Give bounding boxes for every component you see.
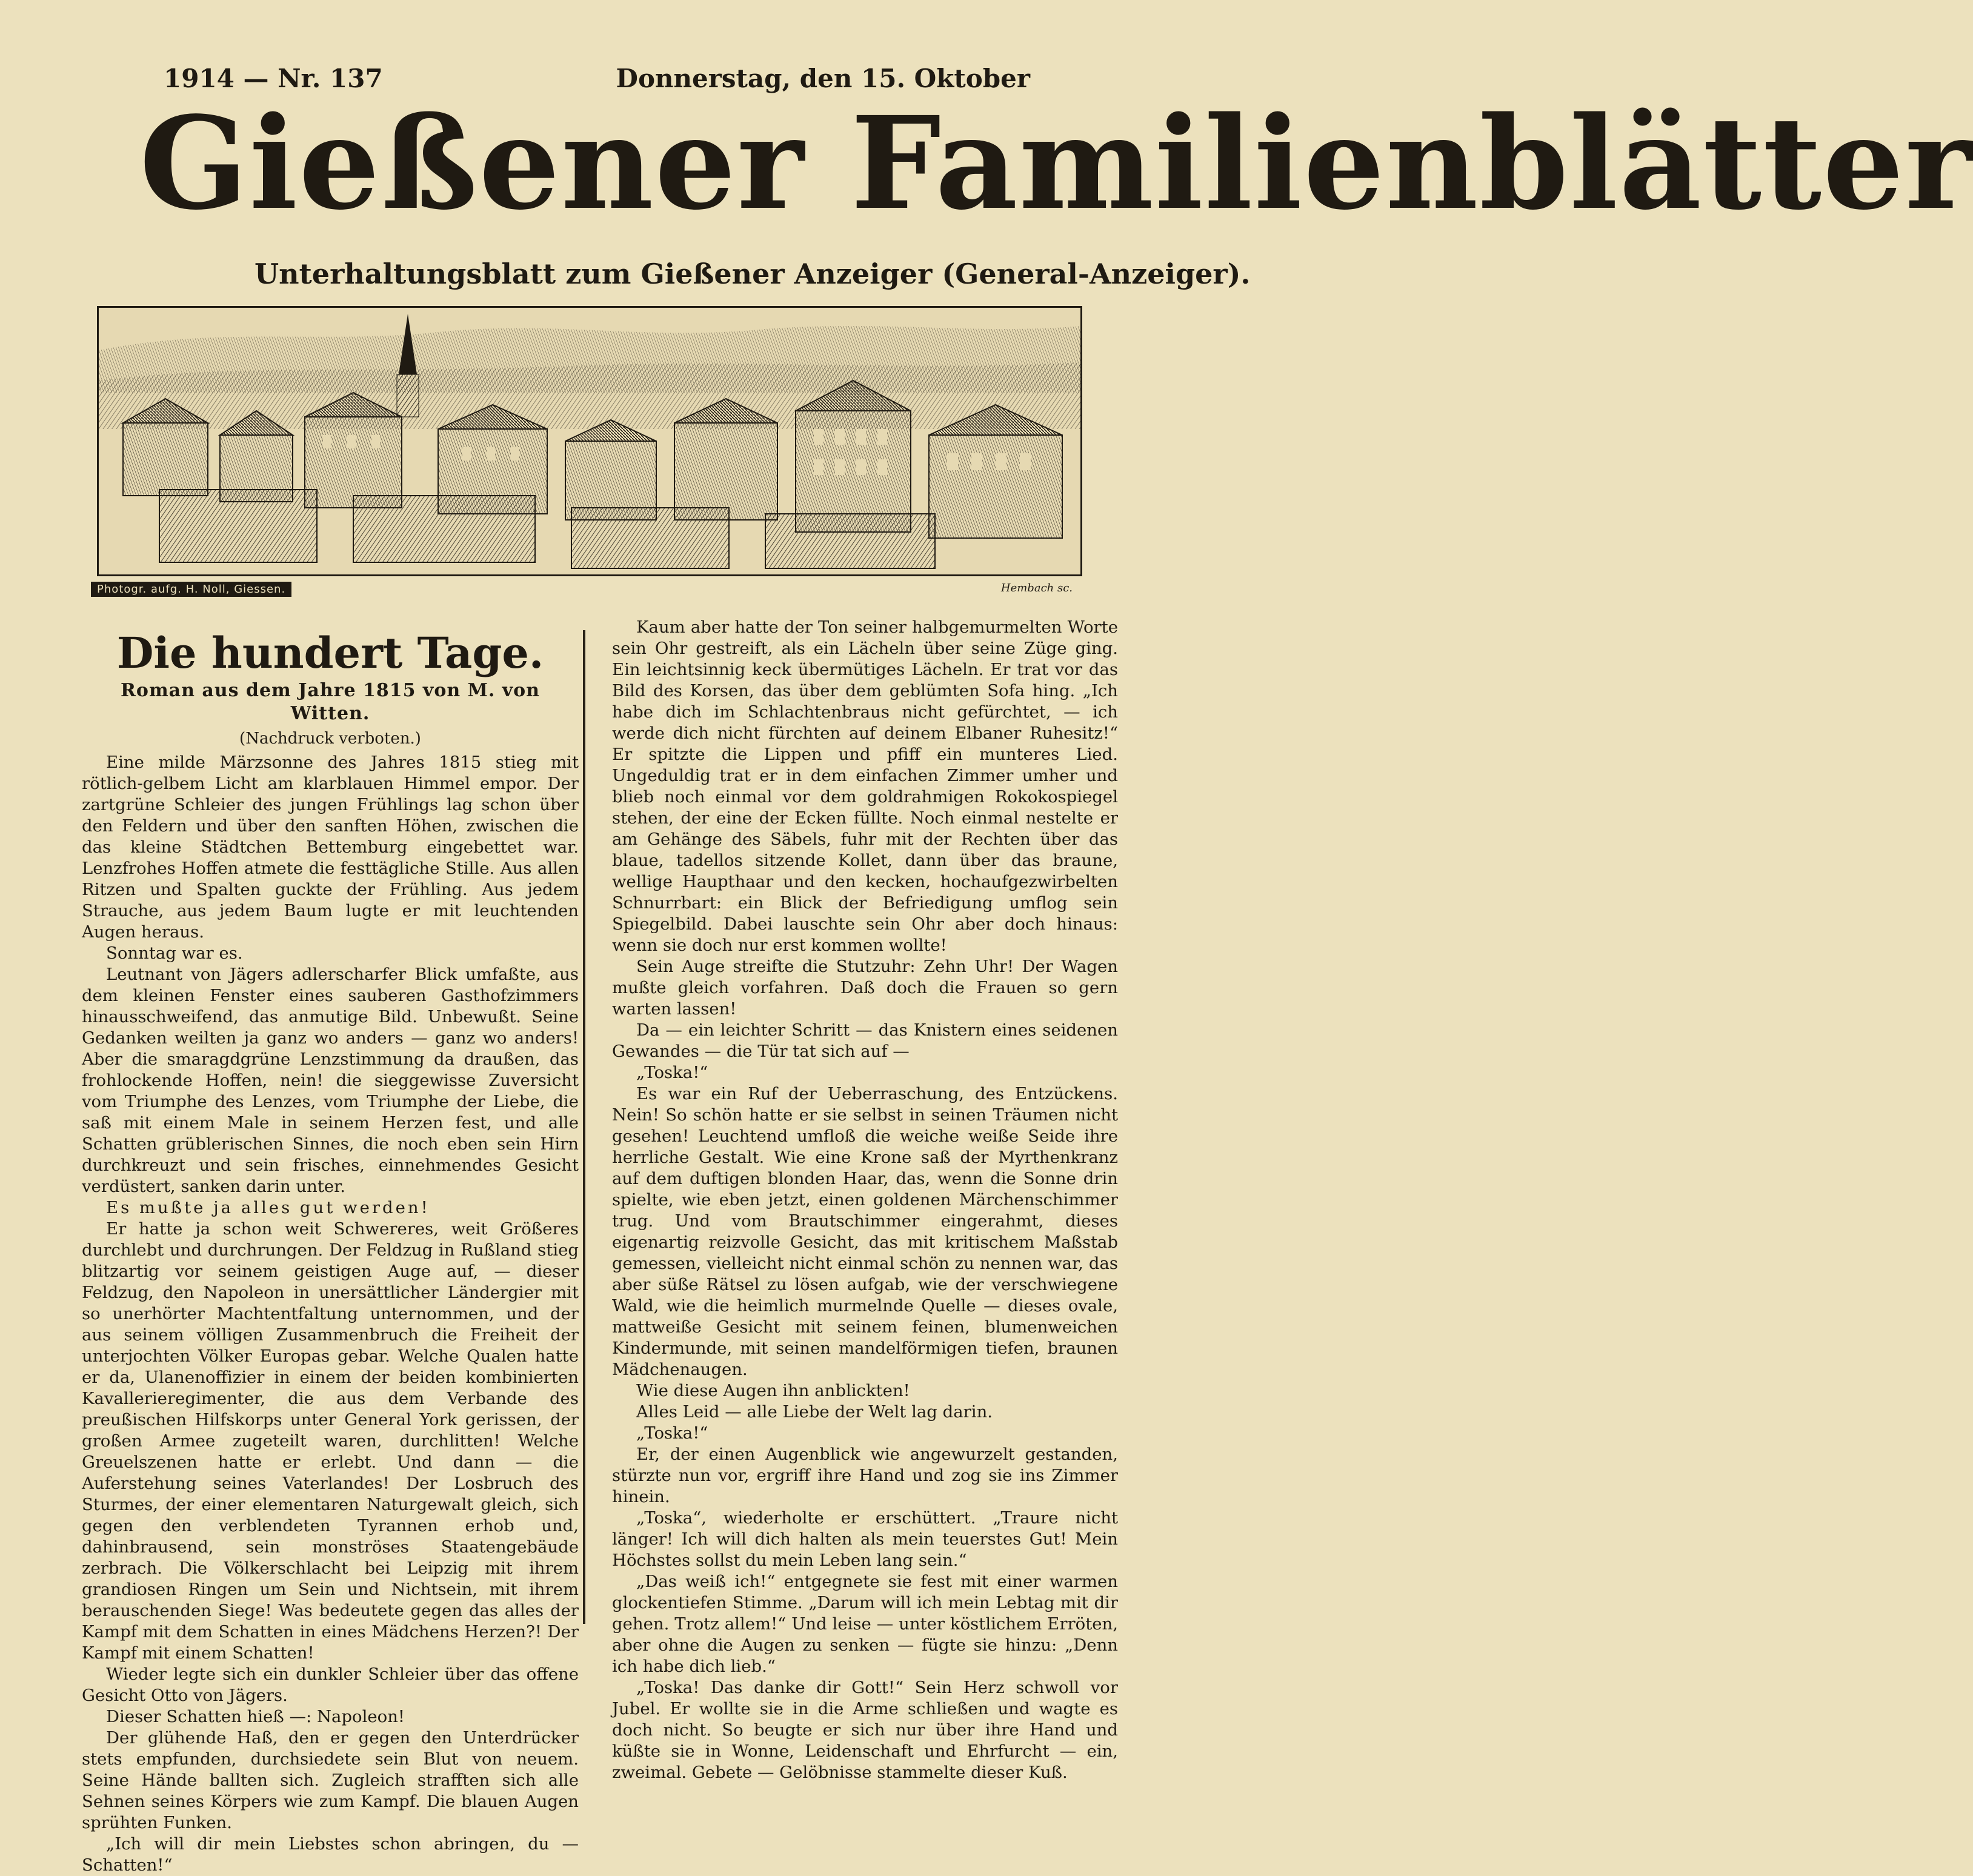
paragraph: Da — ein leichter Schritt — das Knistern eines seidenen Gewandes — die Tür tat sich auf — <box>612 1020 1118 1061</box>
article-byline: Roman aus dem Jahre 1815 von M. von Witten. <box>121 680 540 724</box>
engraver-mark: Hembach sc. <box>1000 582 1073 594</box>
paragraph: Wieder legte sich ein dunkler Schleier über das offene Gesicht Otto von Jägers. <box>82 1665 579 1705</box>
paragraph: Kaum aber hatte der Ton seiner halbgemurmelten Worte sein Ohr gestreift, als ein Lächeln über seine Züge ging. Ein leichtsinnig keck übermütiges Lächeln. Er trat vor das Bild des Korsen, das über dem geblümten Sofa hing. „Ich habe dich im Schlachtenbraus nicht gefürchtet, — ich werde dich nicht fürchten auf deinem Elbaner Ruhesitz!“ Er spitzte die Lippen und pfiff ein munteres Lied. Ungeduldig trat er in dem einfachen Zimmer umher und blieb noch einmal vor dem goldrahmigen Rokokospiegel stehen, der eine der Ecken füllte. Noch einmal nestelte er am Gehänge des Säbels, fuhr mit der Rechten über das blaue, tadellos sitzende Kollet, dann über das braune, wellige Haupthaar und den kecken, hochaufgezwirbelten Schnurrbart: ein Blick der Befriedigung umflog sein Spiegelbild. Dabei lauschte sein Ohr aber doch hinaus: wenn sie doch nur erst kommen wollte! <box>612 617 1118 955</box>
paragraph: Alles Leid — alle Liebe der Welt lag darin. <box>636 1402 993 1422</box>
paragraph: „Das weiß ich!“ entgegnete sie fest mit einer warmen glockentiefen Stimme. „Darum will ich mein Lebtag mit dir gehen. Trotz allem!“ Und leise — unter köstlichem Erröten, aber ohne die Augen zu senken — fügte sie hinzu: „Denn ich habe dich lieb.“ <box>612 1572 1118 1676</box>
article-column-left <box>82 618 579 1876</box>
paragraph: Leutnant von Jägers adlerscharfer Blick umfaßte, aus dem kleinen Fenster eines sauberen Gasthofzimmers hinausschweifend, das anmutige Bild. Unbewußt. Seine Gedanken weilten ja ganz wo anders — ganz wo anders! Aber die smaragdgrüne Lenzstimmung da draußen, das frohlockende Hoffen, nein! die sieggewisse Zuversicht vom Triumphe des Lenzes, vom Triumphe der Liebe, die saß mit einem Male in seinem Herzen fest, und alle Schatten grüblerischen Sinnes, die noch eben sein Hirn durchkreuzt und sein frisches, einnehmendes Gesicht verdüstert, sanken darin unter. <box>82 965 579 1196</box>
newspaper-title: Gießener Familienblätter <box>139 88 1973 238</box>
paragraph: Sonntag war es. <box>106 943 243 963</box>
paragraph: Es war ein Ruf der Ueberraschung, des Entzückens. Nein! So schön hatte er sie selbst in seinen Träumen nicht gesehen! Leuchtend umfloß die weiche weiße Seide ihre herrliche Gestalt. Wie eine Krone saß der Myrthenkranz auf dem duftigen blonden Haar, das, wenn die Sonne drin spielte, wie eben jetzt, einen goldenen Märchenschimmer trug. Und vom Brautschimmer eingerahmt, dieses eigenartig reizvolle Gesicht, das mit kritischem Maßstab gemessen, vielleicht nicht einmal schön zu nennen war, das aber süße Rätsel zu lösen aufgab, wie der verschwiegene Wald, wie die heimlich murmelnde Quelle — dieses ovale, mattweiße Gesicht mit seinem feinen, blumenweichen Kindermunde, mit seinen mandelförmigen tiefen, braunen Mädchenaugen. <box>612 1084 1118 1379</box>
article-column-right <box>612 617 1118 1783</box>
paragraph: Er, der einen Augenblick wie angewurzelt gestanden, stürzte nun vor, ergriff ihre Hand und zog sie ins Zimmer hinein. <box>612 1445 1118 1506</box>
town-engraving-icon <box>97 306 1082 576</box>
masthead <box>79 58 1973 596</box>
photo-credit: Photogr. aufg. H. Noll, Giessen. <box>91 582 291 597</box>
column-divider <box>583 630 585 1624</box>
paragraph: Wie diese Augen ihn anblickten! <box>636 1381 910 1400</box>
paragraph: „Toska“, wiederholte er erschüttert. „Traure nicht länger! Ich will dich halten als mein teuerstes Gut! Mein Höchstes sollst du mein Leben lang sein.“ <box>612 1508 1118 1570</box>
paragraph: Er hatte ja schon weit Schwereres, weit Größeres durchlebt und durchrungen. Der Feldzug in Rußland stieg blitzartig vor seinem geistigen Auge auf, — dieser Feldzug, den Napoleon in unersättlicher Ländergier mit so unerhörter Machtentfaltung unternommen, und der aus seinem völligen Zusammenbruch die Freiheit der unterjochten Völker Europas gebar. Welche Qualen hatte er da, Ulanenoffizier in einem der beiden kombinierten Kavallerieregimenter, die aus dem Verbande des preußischen Hilfskorps unter General York gerissen, der großen Armee zugeteilt waren, durchlitten! Welche Greuelszenen hatte er erlebt. Und dann — die Auferstehung seines Vaterlandes! Der Losbruch des Sturmes, der einer elementaren Naturgewalt gleich, sich gegen den verblendeten Tyrannen erhob und, dahinbrausend, sein monströses Staatengebäude zerbrach. Die Völkerschlacht bei Leipzig mit ihrem grandiosen Ringen um Sein und Nichtsein, mit ihrem berauschenden Siege! Was bedeutete gegen das alles der Kampf mit dem Schatten in eines Mädchens Herzen?! Der Kampf mit einem Schatten! <box>82 1219 579 1663</box>
issue-date: Donnerstag, den 15. Oktober <box>616 64 1030 93</box>
paragraph: „Toska! Das danke dir Gott!“ Sein Herz schwoll vor Jubel. Er wollte sie in die Arme schließen und wagte es doch nicht. So beugte er sich nur über ihre Hand und küßte sie in Wonne, Leidenschaft und Ehrfurcht — ein, zweimal. Gebete — Gelöbnisse stammelte dieser Kuß. <box>612 1678 1118 1782</box>
newspaper-subtitle: Unterhaltungsblatt zum Gießener Anzeiger (General-Anzeiger). <box>255 258 1251 290</box>
paragraph: „Toska!“ <box>636 1063 708 1082</box>
paragraph: Eine milde Märzsonne des Jahres 1815 stieg mit rötlich-gelbem Licht am klarblauen Himmel empor. Der zartgrüne Schleier des jungen Frühlings lag schon über den Feldern und über den sanften Höhen, zwischen die das kleine Städtchen Bettemburg eingebettet war. Lenzfrohes Hoffen atmete die festtägliche Stille. Aus allen Ritzen und Spalten guckte der Frühling. Aus jedem Strauche, aus jedem Baum lugte er mit leuchtenden Augen heraus. <box>82 753 579 942</box>
issue-number: 1914 — Nr. 137 <box>164 64 383 93</box>
paragraph: Der glühende Haß, den er gegen den Unterdrücker stets empfunden, durchsiedete sein Blut von neuem. Seine Hände ballten sich. Zugleich strafften sich alle Sehnen seines Körpers wie zum Kampf. Die blauen Augen sprühten Funken. <box>82 1728 579 1832</box>
paragraph: „Toska!“ <box>636 1423 708 1443</box>
paragraph: Es mußte ja alles gut werden! <box>106 1198 430 1217</box>
paragraph: Sein Auge streifte die Stutzuhr: Zehn Uhr! Der Wagen mußte gleich vorfahren. Daß doch die Frauen so gern warten lassen! <box>612 957 1118 1019</box>
paragraph: „Ich will dir mein Liebstes schon abringen, du — Schatten!“ <box>82 1834 579 1875</box>
paragraph: Dieser Schatten hieß —: Napoleon! <box>106 1707 405 1726</box>
article-title: Die hundert Tage. <box>116 628 544 678</box>
reprint-note: (Nachdruck verboten.) <box>239 730 421 748</box>
